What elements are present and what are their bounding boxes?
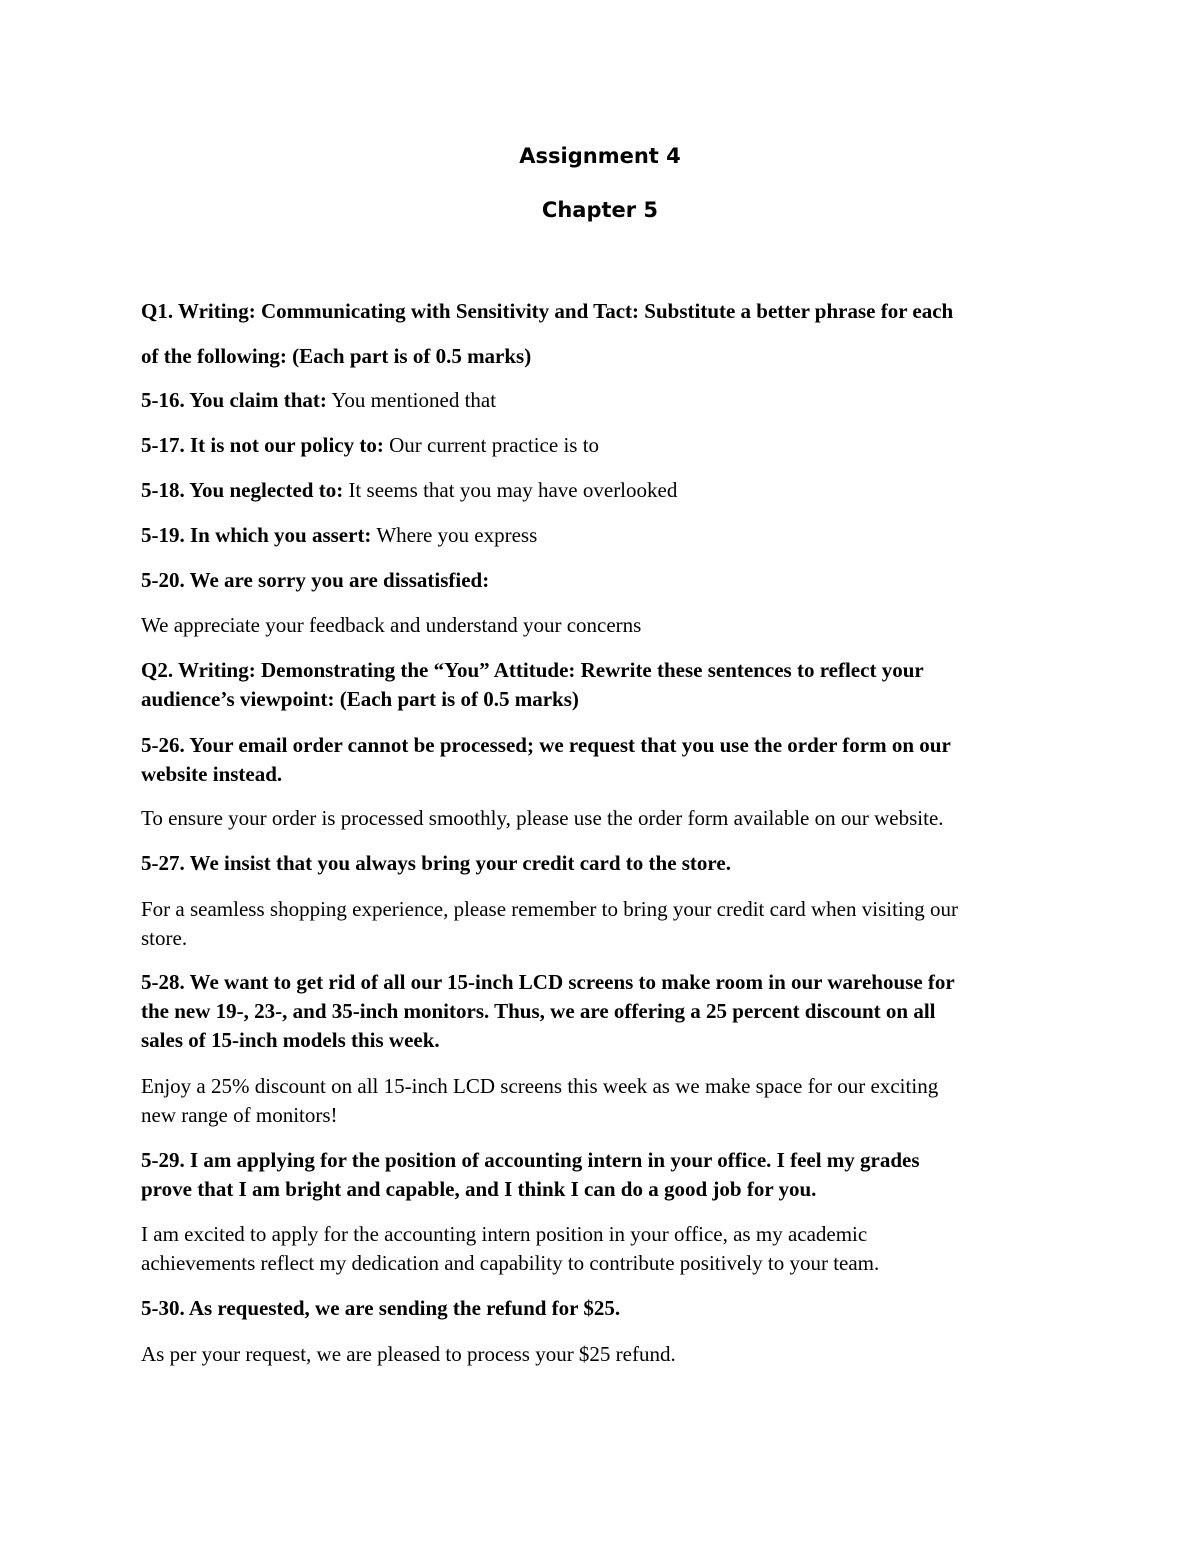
item-prompt: 5-28. We want to get rid of all our 15-inch LCD screens to make room in our warehouse for — [141, 970, 955, 994]
item-prompt: website instead. — [141, 762, 283, 786]
q1-item — [141, 476, 1066, 505]
q1-item — [141, 521, 1066, 550]
item-prompt: 5-18. You neglected to: — [141, 478, 344, 502]
item-prompt: 5-29. I am applying for the position of accounting intern in your office. I feel my grades — [141, 1148, 920, 1172]
document-title: Assignment 4 — [519, 144, 681, 168]
item-prompt: 5-19. In which you assert: — [141, 523, 372, 547]
item-answer: We appreciate your feedback and understand your concerns — [141, 613, 642, 637]
item-prompt: 5-16. You claim that: — [141, 388, 327, 412]
item-answer: It seems that you may have overlooked — [348, 478, 678, 502]
item-answer: You mentioned that — [331, 388, 497, 412]
item-prompt: the new 19-, 23-, and 35-inch monitors. Thus, we are offering a 25 percent discount on all — [141, 999, 936, 1023]
item-answer: store. — [141, 926, 188, 950]
item-prompt: 5-30. As requested, we are sending the refund for $25. — [141, 1296, 621, 1320]
q1-item — [141, 431, 1066, 460]
item-answer: I am excited to apply for the accounting intern position in your office, as my academic — [141, 1222, 868, 1246]
q2-heading: Q2. Writing: Demonstrating the “You” Attitude: Rewrite these sentences to reflect your — [141, 658, 924, 682]
q1-heading: Q1. Writing: Communicating with Sensitivity and Tact: Substitute a better phrase for each — [141, 299, 954, 323]
item-answer: As per your request, we are pleased to process your $25 refund. — [141, 1342, 676, 1366]
item-prompt: prove that I am bright and capable, and I think I can do a good job for you. — [141, 1177, 817, 1201]
item-answer: Our current practice is to — [389, 433, 600, 457]
item-answer: Enjoy a 25% discount on all 15-inch LCD screens this week as we make space for our exciting — [141, 1074, 939, 1098]
q1-item — [141, 386, 1066, 415]
item-prompt: 5-17. It is not our policy to: — [141, 433, 384, 457]
q1-heading-cont: of the following: (Each part is of 0.5 marks) — [141, 344, 532, 368]
item-answer: achievements reflect my dedication and capability to contribute positively to your team. — [141, 1251, 880, 1275]
item-answer: new range of monitors! — [141, 1103, 338, 1127]
chapter-heading: Chapter 5 — [541, 198, 659, 222]
q2-heading-cont: audience’s viewpoint: (Each part is of 0.5 marks) — [141, 687, 579, 711]
item-answer: For a seamless shopping experience, please remember to bring your credit card when visiting our — [141, 897, 959, 921]
item-answer: To ensure your order is processed smoothly, please use the order form available on our website. — [141, 806, 944, 830]
item-prompt: 5-26. Your email order cannot be processed; we request that you use the order form on our — [141, 733, 951, 757]
item-prompt: sales of 15-inch models this week. — [141, 1028, 440, 1052]
item-prompt: 5-27. We insist that you always bring your credit card to the store. — [141, 851, 731, 875]
item-prompt: 5-20. We are sorry you are dissatisfied: — [141, 568, 490, 592]
item-answer: Where you express — [376, 523, 538, 547]
